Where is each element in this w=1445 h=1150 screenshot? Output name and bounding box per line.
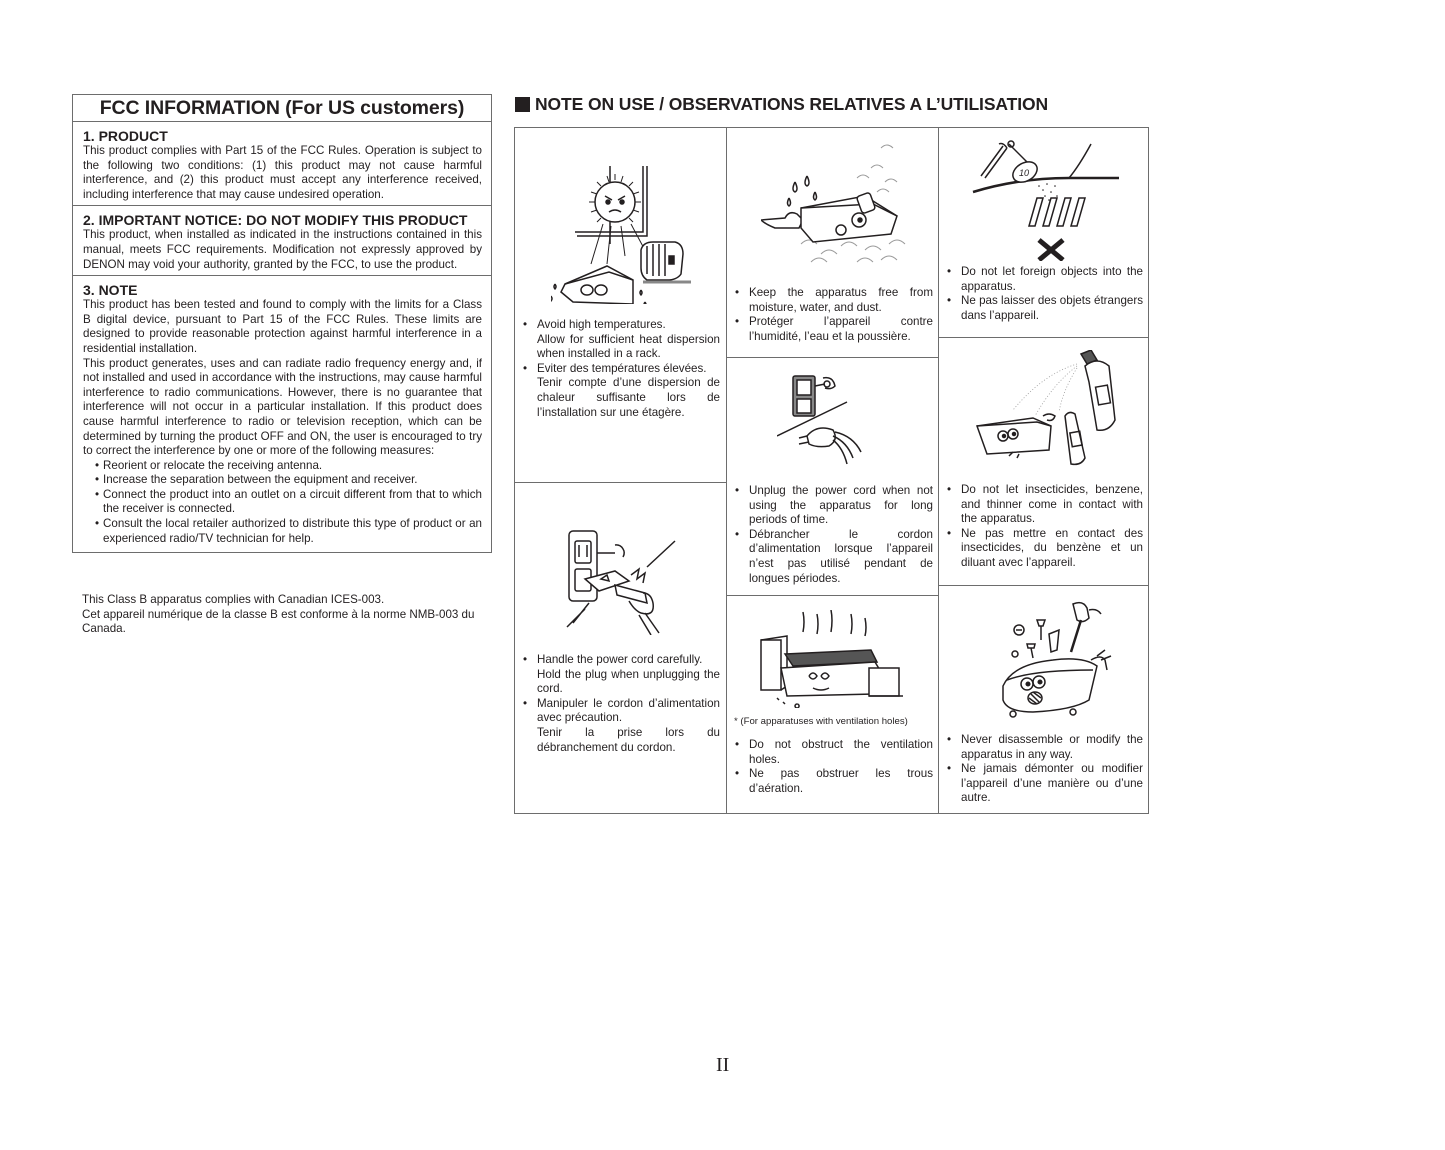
note-on-use-heading xyxy=(515,93,1048,115)
note-on-use-title: NOTE ON USE / OBSERVATIONS RELATIVES A L’UTILISATION xyxy=(535,94,1049,114)
cell-unplug xyxy=(727,357,939,595)
heat-caution-text xyxy=(522,318,720,420)
caution-item: • Ne pas obstruer les trous d’aération. xyxy=(734,767,933,796)
grid-column-2 xyxy=(726,128,939,813)
page-number: II xyxy=(716,1054,730,1076)
note-on-use-grid xyxy=(514,127,1149,814)
blocked-vents-illustration xyxy=(757,610,907,708)
plug-pull-illustration xyxy=(565,523,685,635)
section-text: This product has been tested and found to comply with the limits for a Class B digital device, pursuant to Part 15 of the FCC Rules. These limits are designed to provide reasonable protection against harmful interference in a residential installation. xyxy=(83,298,482,355)
fcc-section-notice xyxy=(73,206,491,276)
section-text: This product complies with Part 15 of the FCC Rules. Operation is subject to the following two conditions: (1) this product may not cause harmful interference, and (2) this product must accept any interference received, including interference that may cause undesired operation. xyxy=(83,144,482,201)
caution-item: • Ne pas laisser des objets étrangers dans l’appareil. xyxy=(946,294,1143,323)
disassembly-screwdriver-illustration xyxy=(993,600,1113,720)
grid-column-3 xyxy=(938,128,1149,813)
list-item: • Increase the separation between the equipment and receiver. xyxy=(91,473,482,488)
grid-column-1 xyxy=(515,128,726,813)
fcc-section-product xyxy=(73,122,491,206)
cell-heat xyxy=(515,128,726,482)
unplug-caution-text xyxy=(734,484,933,586)
caution-item: • Avoid high temperatures. Allow for sufficient heat dispersion when installed in a rack. xyxy=(522,318,720,362)
caution-item: • Handle the power cord carefully. Hold the plug when unplugging the cord. xyxy=(522,653,720,697)
fcc-title: FCC INFORMATION (For US customers) xyxy=(73,95,491,122)
compliance-text-fr: Cet appareil numérique de la classe B est conforme à la norme NMB-003 du Canada. xyxy=(82,607,475,636)
section-heading: 1. PRODUCT xyxy=(83,128,168,144)
section-heading: 2. IMPORTANT NOTICE: DO NOT MODIFY THIS PRODUCT xyxy=(83,212,468,229)
disassemble-caution-text xyxy=(946,733,1143,806)
foreign-objects-illustration xyxy=(969,136,1119,261)
caution-item: • Débrancher le cordon d’alimentation lorsque l’appareil n’est pas utilisé pendant de longues périodes. xyxy=(734,528,933,586)
foreign-objects-caution-text xyxy=(946,265,1143,323)
caution-item: • Do not let insecticides, benzene, and thinner come in contact with the apparatus. xyxy=(946,483,1143,527)
caution-item: • Ne jamais démonter ou modifier l’appareil d’une manière ou d’une autre. xyxy=(946,762,1143,806)
caution-item: • Never disassemble or modify the apparatus in any way. xyxy=(946,733,1143,762)
water-dust-illustration xyxy=(761,138,911,268)
ventilation-footnote: * (For apparatuses with ventilation holes) xyxy=(734,716,908,727)
cell-chemicals xyxy=(939,337,1149,585)
ventilation-caution-text xyxy=(734,716,933,796)
canada-compliance xyxy=(82,593,482,637)
list-item: • Connect the product into an outlet on a circuit different from that to which the receiver is connected. xyxy=(91,488,482,517)
caution-item: • Unplug the power cord when not using the apparatus for long periods of time. xyxy=(734,484,933,528)
square-bullet-icon xyxy=(515,97,530,112)
list-item: • Reorient or relocate the receiving antenna. xyxy=(91,459,482,474)
svg-text:10: 10 xyxy=(1019,168,1030,178)
sun-heater-heat-illustration xyxy=(551,164,691,304)
fcc-section-note xyxy=(73,276,491,552)
cell-moisture xyxy=(727,128,939,357)
spray-chemicals-illustration xyxy=(973,350,1123,470)
wall-outlet-unplugged-illustration xyxy=(777,372,887,467)
caution-item: • Keep the apparatus free from moisture, water, and dust. xyxy=(734,286,933,315)
cell-foreign-objects xyxy=(939,128,1149,337)
fcc-information-box xyxy=(72,94,492,553)
cell-power-cord xyxy=(515,482,726,813)
caution-item: • Protéger l’appareil contre l’humidité, l’eau et la poussière. xyxy=(734,315,933,344)
caution-item: • Ne pas mettre en contact des insecticides, du benzène et un diluant avec l’appareil. xyxy=(946,527,1143,571)
chemicals-caution-text xyxy=(946,483,1143,571)
power-cord-caution-text xyxy=(522,653,720,755)
caution-item: • Eviter des températures élevées. Tenir compte d’une dispersion de chaleur suffisante lors de l’installation sur une étagère. xyxy=(522,362,720,420)
section-text: This product generates, uses and can radiate radio frequency energy and, if not installed and used in accordance with the instructions, may cause harmful interference to radio communications. However, there is no guarantee that interference will not occur in a particular installation. If this product does cause harmful interference to radio or television reception, which can be determined by turning the product OFF and ON, the user is encouraged to try to correct the interference by one or more of the following measures: xyxy=(83,356,482,458)
section-text: This product, when installed as indicated in the instructions contained in this manual, meets FCC requirements. Modification not expressly approved by DENON may void your authority, granted by the FCC, to use the product. xyxy=(83,228,482,271)
caution-item: • Do not obstruct the ventilation holes. xyxy=(734,738,933,767)
cell-disassemble xyxy=(939,585,1149,813)
section-heading: 3. NOTE xyxy=(83,282,138,299)
compliance-text-en: This Class B apparatus complies with Canadian ICES-003. xyxy=(82,593,385,606)
list-item: • Consult the local retailer authorized to distribute this type of product or an experienced radio/TV technician for help. xyxy=(91,517,482,546)
cell-ventilation xyxy=(727,595,939,813)
moisture-caution-text xyxy=(734,286,933,344)
measures-list xyxy=(83,459,482,547)
caution-item: • Manipuler le cordon d’alimentation avec précaution. Tenir la prise lors du débranchement du cordon. xyxy=(522,697,720,755)
caution-item: • Do not let foreign objects into the apparatus. xyxy=(946,265,1143,294)
